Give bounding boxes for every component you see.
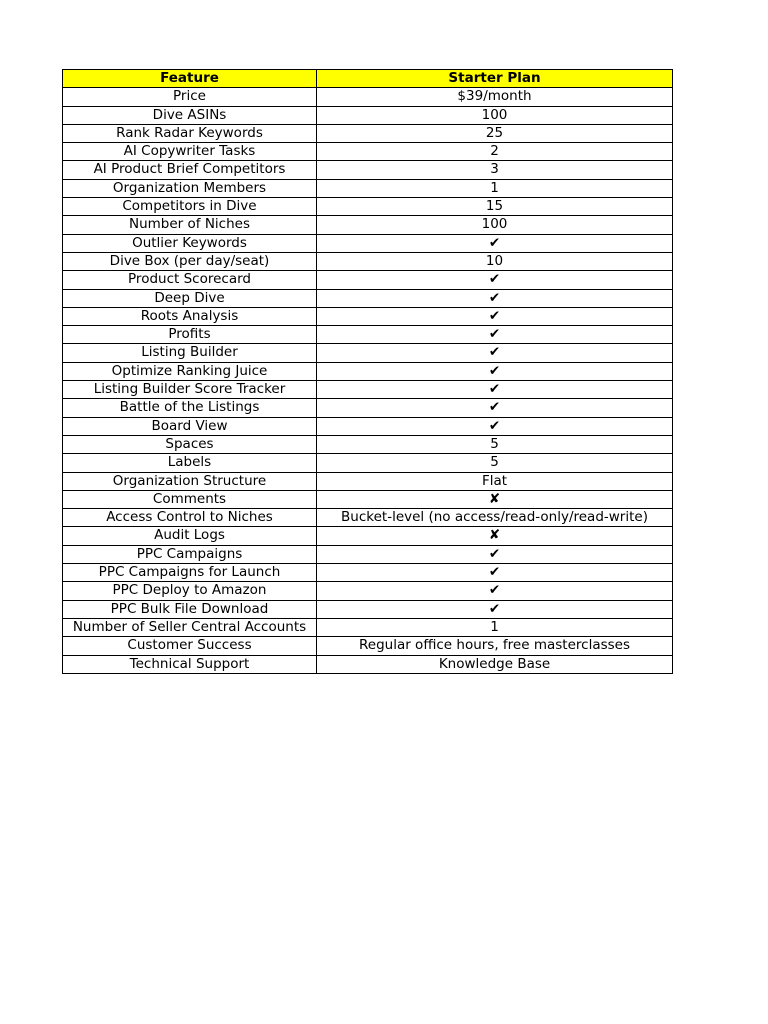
feature-cell: Number of Niches — [63, 216, 317, 234]
plan-value-cell: 15 — [317, 198, 673, 216]
table-row — [63, 198, 673, 216]
plan-value-cell: 1 — [317, 179, 673, 197]
table-row — [63, 545, 673, 563]
spreadsheet-page — [62, 69, 672, 674]
feature-cell: Roots Analysis — [63, 307, 317, 325]
feature-cell: Outlier Keywords — [63, 234, 317, 252]
table-row — [63, 527, 673, 545]
table-row — [63, 344, 673, 362]
feature-cell: Organization Members — [63, 179, 317, 197]
feature-cell: Dive ASINs — [63, 106, 317, 124]
feature-cell: Dive Box (per day/seat) — [63, 252, 317, 270]
plan-value-cell: 100 — [317, 106, 673, 124]
feature-cell: Comments — [63, 490, 317, 508]
plan-value-cell: ✔ — [317, 381, 673, 399]
feature-cell: Optimize Ranking Juice — [63, 362, 317, 380]
starter-plan-column-header: Starter Plan — [317, 70, 673, 88]
table-row — [63, 399, 673, 417]
table-row — [63, 88, 673, 106]
feature-cell: PPC Deploy to Amazon — [63, 582, 317, 600]
table-row — [63, 618, 673, 636]
table-row — [63, 454, 673, 472]
plan-value-cell: ✔ — [317, 582, 673, 600]
table-row — [63, 655, 673, 673]
plan-value-cell: 10 — [317, 252, 673, 270]
plan-value-cell: ✔ — [317, 344, 673, 362]
feature-cell: Access Control to Niches — [63, 509, 317, 527]
table-row — [63, 600, 673, 618]
feature-cell: Spaces — [63, 435, 317, 453]
feature-cell: Profits — [63, 326, 317, 344]
table-row — [63, 271, 673, 289]
feature-cell: Deep Dive — [63, 289, 317, 307]
feature-cell: PPC Bulk File Download — [63, 600, 317, 618]
feature-cell: Customer Success — [63, 637, 317, 655]
table-row — [63, 124, 673, 142]
feature-cell: Competitors in Dive — [63, 198, 317, 216]
table-row — [63, 435, 673, 453]
plan-value-cell: ✔ — [317, 307, 673, 325]
feature-column-header: Feature — [63, 70, 317, 88]
plan-value-cell: ✘ — [317, 490, 673, 508]
plan-value-cell: 5 — [317, 435, 673, 453]
plan-value-cell: ✔ — [317, 399, 673, 417]
plan-value-cell: ✔ — [317, 545, 673, 563]
plan-value-cell: ✔ — [317, 564, 673, 582]
table-row — [63, 417, 673, 435]
plan-value-cell: ✔ — [317, 271, 673, 289]
table-row — [63, 582, 673, 600]
plan-value-cell: 100 — [317, 216, 673, 234]
table-row — [63, 143, 673, 161]
plan-value-cell: Regular office hours, free masterclasses — [317, 637, 673, 655]
feature-cell: Listing Builder — [63, 344, 317, 362]
plan-value-cell: $39/month — [317, 88, 673, 106]
plan-value-cell: 3 — [317, 161, 673, 179]
feature-cell: PPC Campaigns — [63, 545, 317, 563]
plan-value-cell: Knowledge Base — [317, 655, 673, 673]
feature-cell: Price — [63, 88, 317, 106]
feature-cell: Listing Builder Score Tracker — [63, 381, 317, 399]
plan-value-cell: ✔ — [317, 326, 673, 344]
plan-value-cell: ✔ — [317, 234, 673, 252]
table-row — [63, 179, 673, 197]
feature-cell: AI Product Brief Competitors — [63, 161, 317, 179]
feature-comparison-table — [62, 69, 673, 674]
table-header-row — [63, 70, 673, 88]
feature-cell: Technical Support — [63, 655, 317, 673]
plan-value-cell: ✔ — [317, 417, 673, 435]
feature-cell: Board View — [63, 417, 317, 435]
plan-value-cell: Bucket-level (no access/read-only/read-write) — [317, 509, 673, 527]
feature-cell: Rank Radar Keywords — [63, 124, 317, 142]
table-row — [63, 637, 673, 655]
table-row — [63, 326, 673, 344]
plan-value-cell: Flat — [317, 472, 673, 490]
table-row — [63, 564, 673, 582]
table-row — [63, 234, 673, 252]
table-row — [63, 381, 673, 399]
plan-value-cell: 25 — [317, 124, 673, 142]
table-row — [63, 106, 673, 124]
plan-value-cell: 1 — [317, 618, 673, 636]
plan-value-cell: ✔ — [317, 600, 673, 618]
feature-cell: Organization Structure — [63, 472, 317, 490]
plan-value-cell: 5 — [317, 454, 673, 472]
table-row — [63, 362, 673, 380]
plan-value-cell: ✔ — [317, 362, 673, 380]
plan-value-cell: ✘ — [317, 527, 673, 545]
table-row — [63, 307, 673, 325]
feature-cell: Labels — [63, 454, 317, 472]
feature-cell: Battle of the Listings — [63, 399, 317, 417]
plan-value-cell: 2 — [317, 143, 673, 161]
table-row — [63, 289, 673, 307]
plan-value-cell: ✔ — [317, 289, 673, 307]
feature-cell: Audit Logs — [63, 527, 317, 545]
table-row — [63, 509, 673, 527]
table-row — [63, 252, 673, 270]
table-row — [63, 216, 673, 234]
feature-cell: Number of Seller Central Accounts — [63, 618, 317, 636]
feature-cell: PPC Campaigns for Launch — [63, 564, 317, 582]
table-row — [63, 490, 673, 508]
table-body — [63, 88, 673, 674]
feature-cell: Product Scorecard — [63, 271, 317, 289]
table-row — [63, 161, 673, 179]
table-row — [63, 472, 673, 490]
feature-cell: AI Copywriter Tasks — [63, 143, 317, 161]
